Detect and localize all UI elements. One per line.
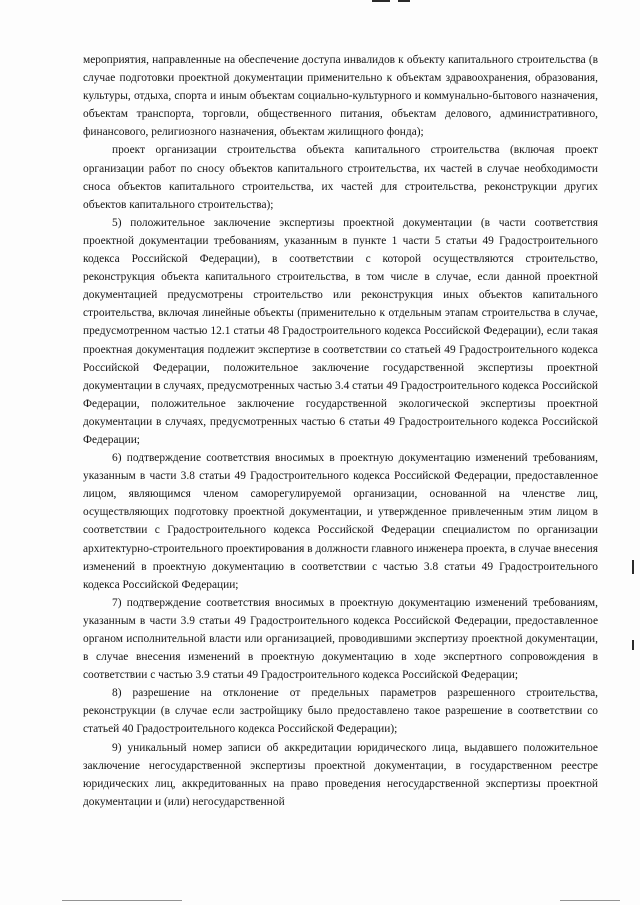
scan-mark-right-edge bbox=[632, 560, 634, 574]
paragraph-item-6: 6) подтверждение соответствия вносимых в проектную документацию изменений требованиям, указанным в части 3.8 статьи 49 Градостроительного кодекса Российской Федерации, предоставленное лицом, являющимся членом саморегулируемой организации, основанной на членстве лиц, осуществляющих подготовку проектной документации, и утвержденное привлеченным этим лицом в соответствии с Градостроительного кодекса Российской Федерации специалистом по организации архитектурно-строительного проектирования в должности главного инженера проекта, в случае внесения изменений в проектную документацию в соответствии с частью 3.8 статьи 49 Градостроительного кодекса Российской Федерации; bbox=[83, 452, 598, 591]
paragraph-item-7: 7) подтверждение соответствия вносимых в проектную документацию изменений требованиям, указанным в части 3.9 статьи 49 Градостроительного кодекса Российской Федерации, предоставленное органом исполнительной власти или организацией, проводившими экспертизу проектной документации, в случае внесения изменений в проектную документацию в ходе экспертного сопровождения в соответствии с частью 3.9 статьи 49 Градостроительного кодекса Российской Федерации; bbox=[83, 596, 598, 682]
paragraph-item-5: 5) положительное заключение экспертизы проектной документации (в части соответствия проектной документации требованиям, указанным в пункте 1 части 5 статьи 49 Градостроительного кодекса Российской Федерации), в соответствии с которой осуществляются строительство, реконструкция объекта капитального строительства, в том числе в случае, если данной проектной документацией предусмотрены строительство или реконструкция иных объектов капитального строительства, включая линейные объекты (применительно к отдельным этапам строительства в случае, предусмотренном частью 12.1 статьи 48 Градостроительного кодекса Российской Федерации), если такая проектная документация подлежит экспертизе в соответствии со статьей 49 Градостроительного кодекса Российской Федерации, положительное заключение государственной экспертизы проектной документации в случаях, предусмотренных частью 3.4 статьи 49 Градостроительного кодекса Российской Федерации, положительное заключение государственной экологической экспертизы проектной документации в случаях, предусмотренных частью 6 статьи 49 Градостроительного кодекса Российской Федерации; bbox=[83, 216, 598, 446]
paragraph-item-8: 8) разрешение на отклонение от предельных параметров разрешенного строительства, реконструкции (в случае если застройщику было предоставлено такое разрешение в соответствии со статьей 40 Градостроительного кодекса Российской Федерации); bbox=[83, 687, 598, 736]
scan-mark-top-2 bbox=[398, 0, 410, 2]
scan-mark-bottom-right bbox=[560, 900, 620, 901]
paragraph-accessibility-measures: мероприятия, направленные на обеспечение доступа инвалидов к объекту капитального строительства (в случае подготовки проектной документации применительно к объектам здравоохранения, образования, культуры, отдыха, спорта и иным объектам социально-культурного и коммунально-бытового назначения, объектам транспорта, торговли, общественного питания, объектам делового, административного, финансового, религиозного назначения, объектам жилищного фонда); bbox=[83, 54, 598, 139]
scan-mark-top bbox=[372, 0, 390, 2]
scan-mark-right-edge-2 bbox=[632, 640, 634, 650]
document-body bbox=[83, 51, 598, 811]
paragraph-item-9: 9) уникальный номер записи об аккредитации юридического лица, выдавшего положительное заключение негосударственной экспертизы проектной документации, в государственном реестре юридических лиц, аккредитованных на право проведения негосударственной экспертизы проектной документации и (или) негосударственной bbox=[83, 741, 598, 808]
scan-mark-bottom-left bbox=[62, 900, 182, 901]
paragraph-construction-organization-project: проект организации строительства объекта капитального строительства (включая проект организации работ по сносу объектов капитального строительства, их частей в случае необходимости сноса объектов капитального строительства, их частей для строительства, реконструкции других объектов капитального строительства); bbox=[83, 144, 598, 211]
